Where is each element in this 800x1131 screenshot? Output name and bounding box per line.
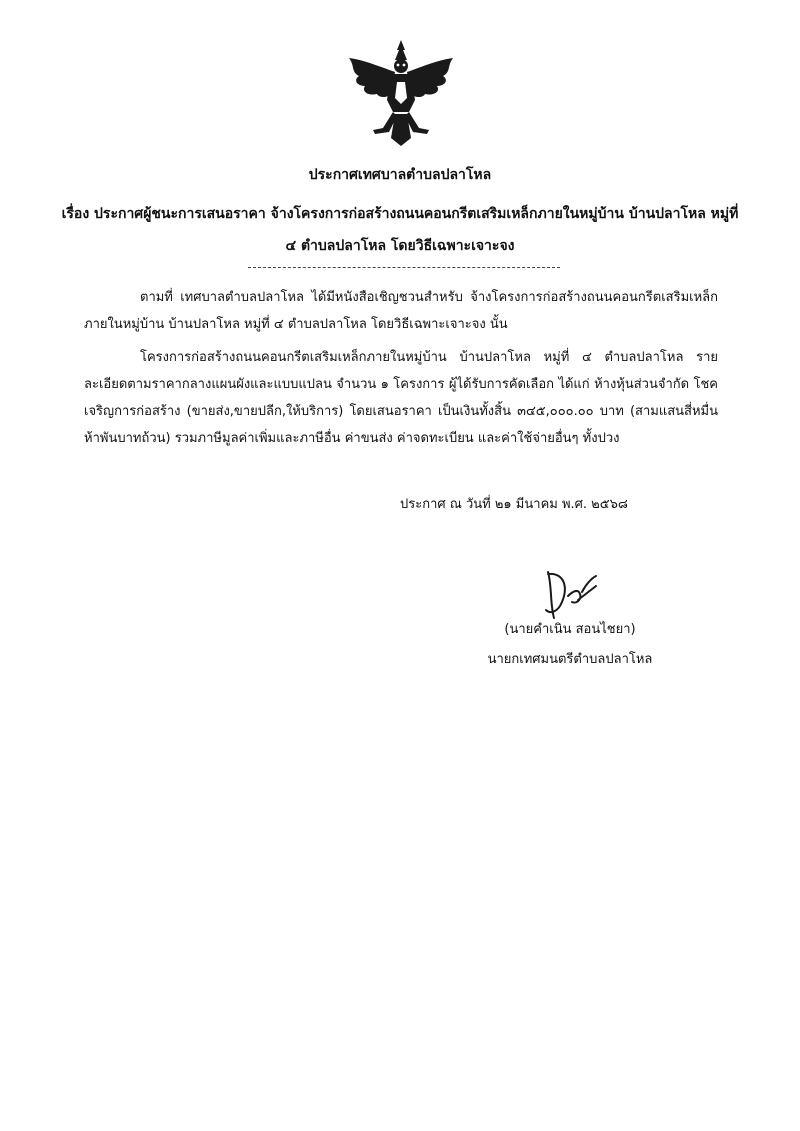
signer-name: (นายคำเนิน สอนไชยา) [504, 622, 636, 637]
document-body [84, 284, 718, 458]
separator-rule [248, 267, 560, 268]
signer-title: นายกเทศมนตรีตำบลปลาโหล [487, 652, 653, 667]
document-title: ประกาศเทศบาลตำบลปลาโหล [308, 167, 492, 183]
garuda-emblem-icon [345, 38, 457, 148]
document-subject: เรื่อง ประกาศผู้ชนะการเสนอราคา จ้างโครงการก่อสร้างถนนคอนกรีตเสริมเหล็กภายในหมู่บ้าน บ้านปลาโหล หมู่ที่ ๔ ตำบลปลาโหล โดยวิธีเฉพาะเจาะจง [61, 206, 739, 254]
handwritten-signature [538, 566, 600, 624]
body-paragraph-2: โครงการก่อสร้างถนนคอนกรีตเสริมเหล็กภายในหมู่บ้าน บ้านปลาโหล หมู่ที่ ๔ ตำบลปลาโหล รายละเอียดตามราคากลางแผนผังและแบบแปลน จำนวน ๑ โครงการ ผู้ได้รับการคัดเลือก ได้แก่ ห้างหุ้นส่วนจำกัด โชคเจริญการก่อสร้าง (ขายส่ง,ขายปลีก,ให้บริการ) โดยเสนอราคา เป็นเงินทั้งสิ้น ๓๔๕,๐๐๐.๐๐ บาท (สามแสนสี่หมื่นห้าพันบาทถ้วน) รวมภาษีมูลค่าเพิ่มและภาษีอื่น ค่าขนส่ง ค่าจดทะเบียน และค่าใช้จ่ายอื่นๆ ทั้งปวง [84, 350, 718, 446]
body-paragraph-1: ตามที่ เทศบาลตำบลปลาโหล ได้มีหนังสือเชิญชวนสำหรับ จ้างโครงการก่อสร้างถนนคอนกรีตเสริมเหล็กภายในหมู่บ้าน บ้านปลาโหล หมู่ที่ ๔ ตำบลปลาโหล โดยวิธีเฉพาะเจาะจง นั้น [84, 290, 718, 332]
announcement-date: ประกาศ ณ วันที่ ๒๑ มีนาคม พ.ศ. ๒๕๖๘ [400, 497, 628, 512]
